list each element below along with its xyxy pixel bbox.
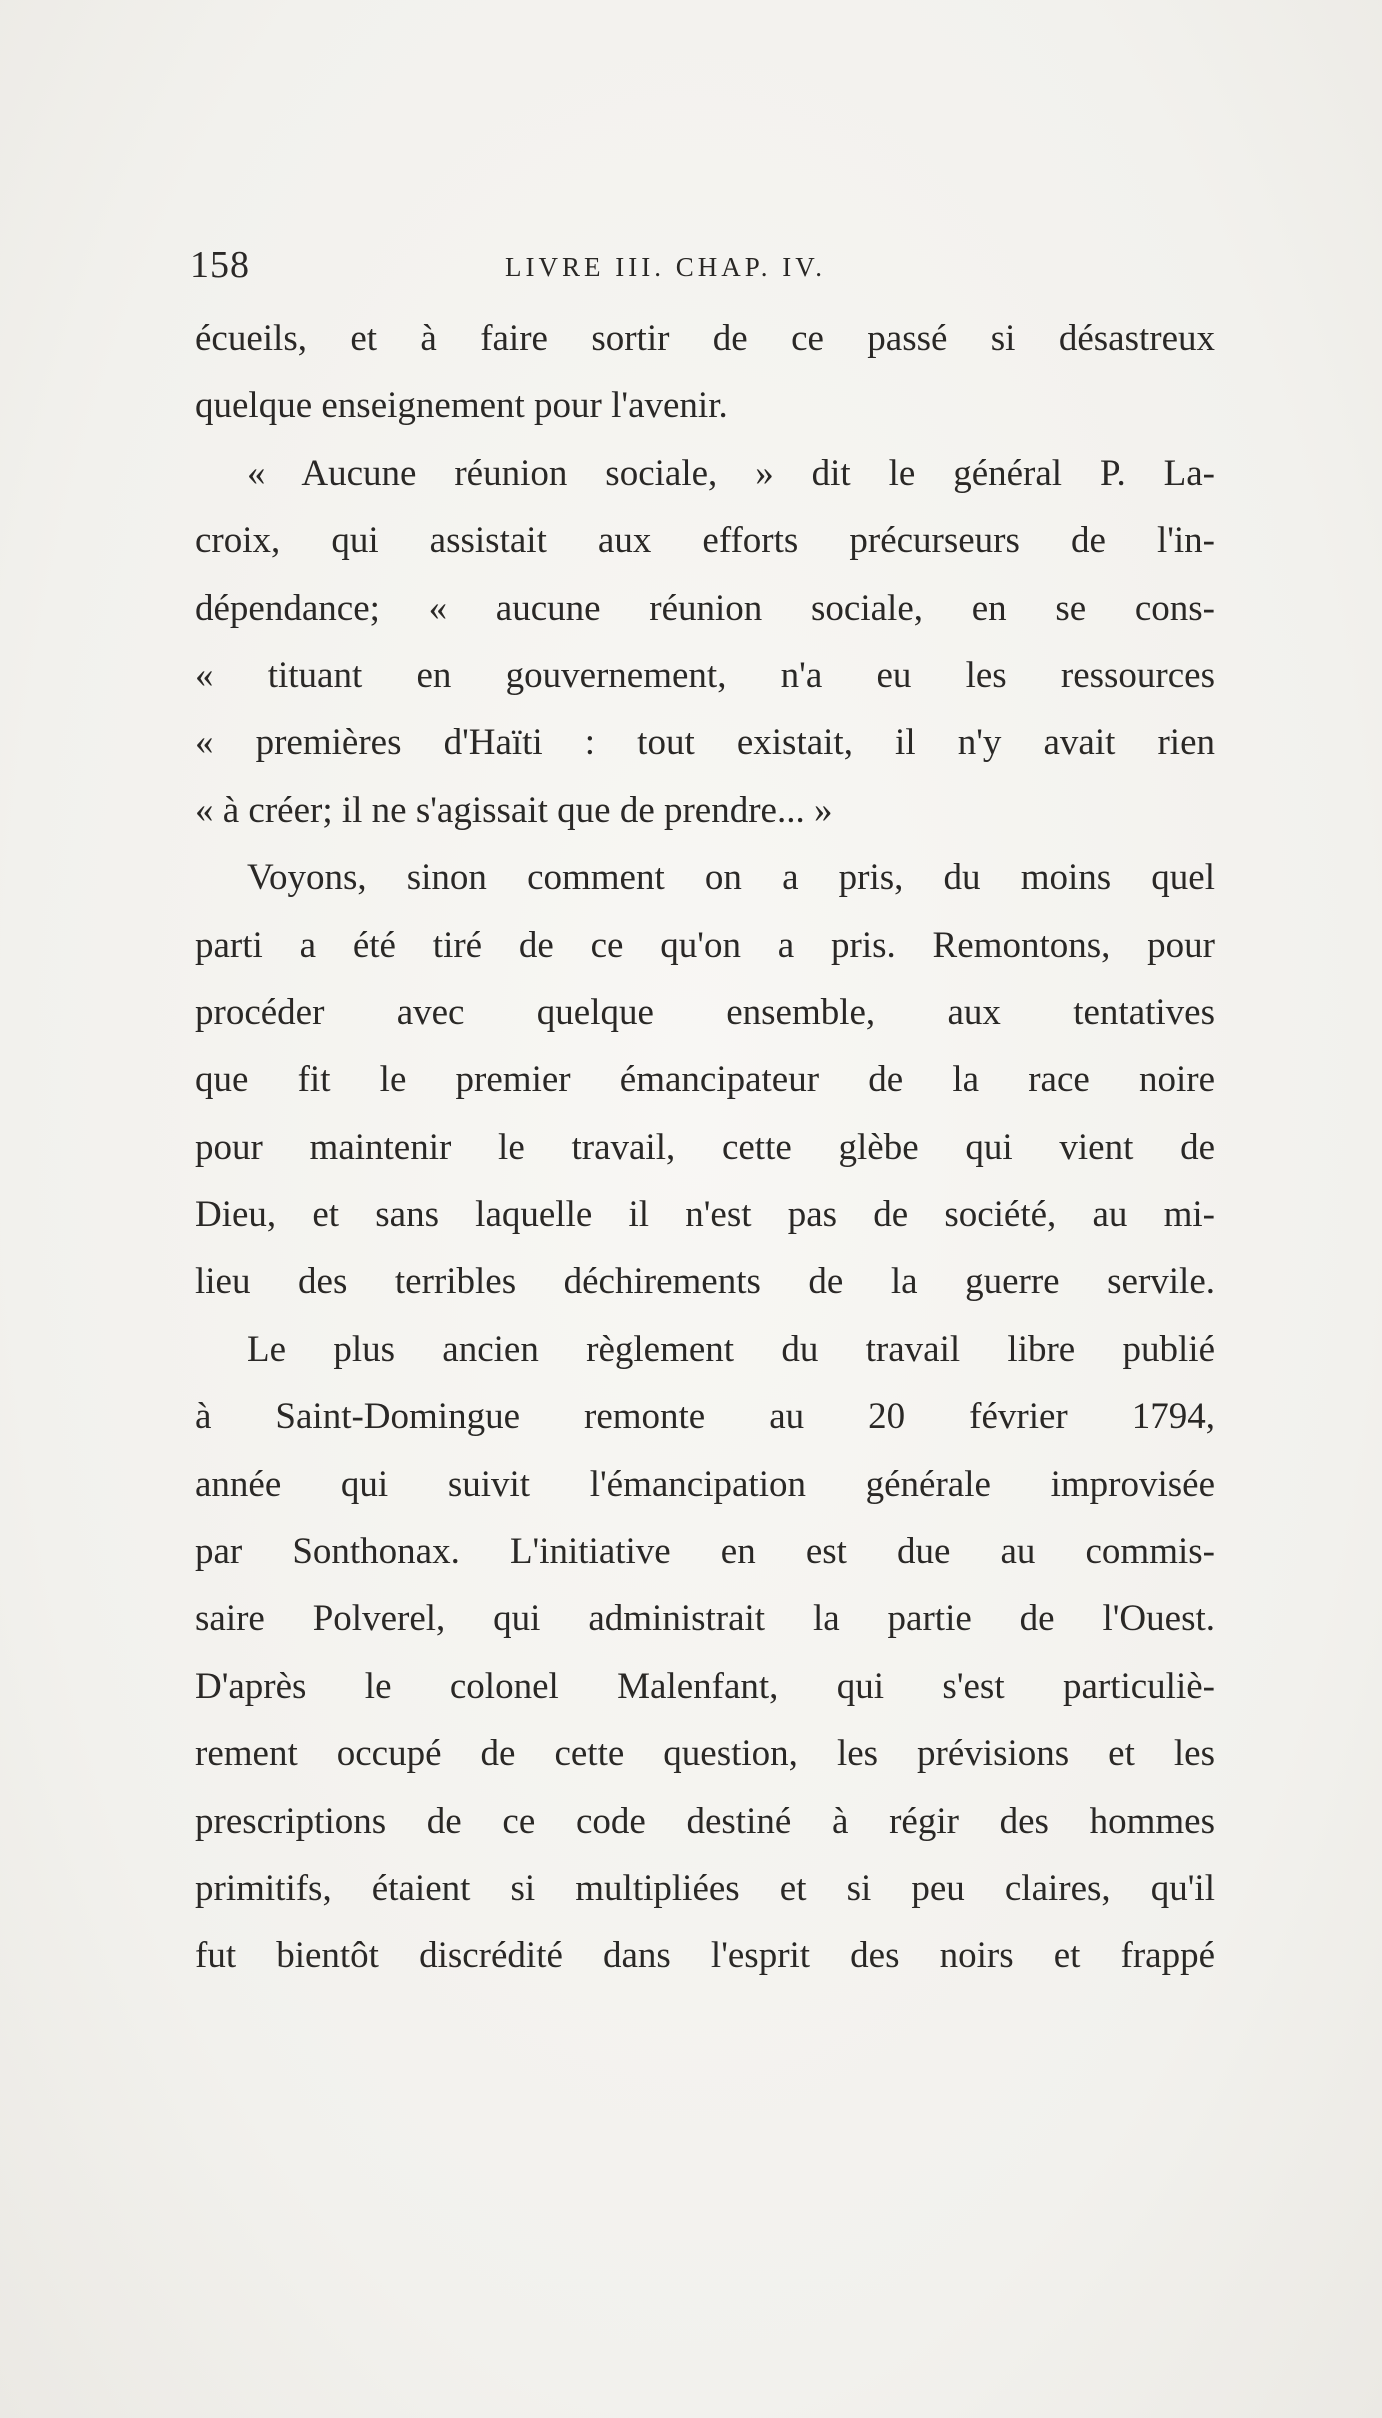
text-line: dépendance; « aucune réunion sociale, en se cons- — [195, 587, 1215, 629]
running-head: LIVRE III. CHAP. IV. — [505, 252, 826, 282]
text-line: par Sonthonax. L'initiative en est due au commis- — [195, 1531, 1215, 1573]
text-line: saire Polverel, qui administrait la partie de l'Ouest. — [195, 1598, 1215, 1640]
text-line: lieu des terribles déchirements de la guerre servile. — [195, 1261, 1215, 1303]
page-header — [190, 240, 1220, 290]
page-number: 158 — [190, 244, 250, 286]
text-line: année qui suivit l'émancipation générale improvisée — [195, 1463, 1215, 1505]
text-line: « tituant en gouvernement, n'a eu les ressources — [195, 654, 1215, 696]
text-line: quelque enseignement pour l'avenir. — [195, 385, 728, 427]
text-line: fut bientôt discrédité dans l'esprit des noirs et frappé — [195, 1935, 1215, 1977]
text-line: pour maintenir le travail, cette glèbe qui vient de — [195, 1126, 1215, 1168]
text-line: Le plus ancien règlement du travail libre publié — [247, 1328, 1215, 1370]
text-line: rement occupé de cette question, les prévisions et les — [195, 1733, 1215, 1775]
text-line: procéder avec quelque ensemble, aux tentatives — [195, 991, 1215, 1033]
text-line: écueils, et à faire sortir de ce passé si désastreux — [195, 318, 1215, 359]
text-line: D'après le colonel Malenfant, qui s'est particuliè- — [195, 1665, 1215, 1707]
text-line: primitifs, étaient si multipliées et si peu claires, qu'il — [195, 1867, 1215, 1909]
text-line: « Aucune réunion sociale, » dit le général P. La- — [247, 452, 1215, 494]
text-line: « premières d'Haïti : tout existait, il n'y avait rien — [195, 722, 1215, 764]
text-line: à Saint-Domingue remonte au 20 février 1794, — [195, 1396, 1215, 1438]
body-text — [195, 305, 1215, 1990]
text-line: croix, qui assistait aux efforts précurseurs de l'in- — [195, 520, 1215, 562]
text-line: que fit le premier émancipateur de la race noire — [195, 1059, 1215, 1101]
text-line: « à créer; il ne s'agissait que de prendre... » — [195, 789, 833, 831]
text-line: parti a été tiré de ce qu'on a pris. Remontons, pour — [195, 924, 1215, 966]
text-line: Voyons, sinon comment on a pris, du moins quel — [247, 857, 1215, 899]
text-line: Dieu, et sans laquelle il n'est pas de société, au mi- — [195, 1194, 1215, 1236]
text-line: prescriptions de ce code destiné à régir des hommes — [195, 1800, 1215, 1842]
